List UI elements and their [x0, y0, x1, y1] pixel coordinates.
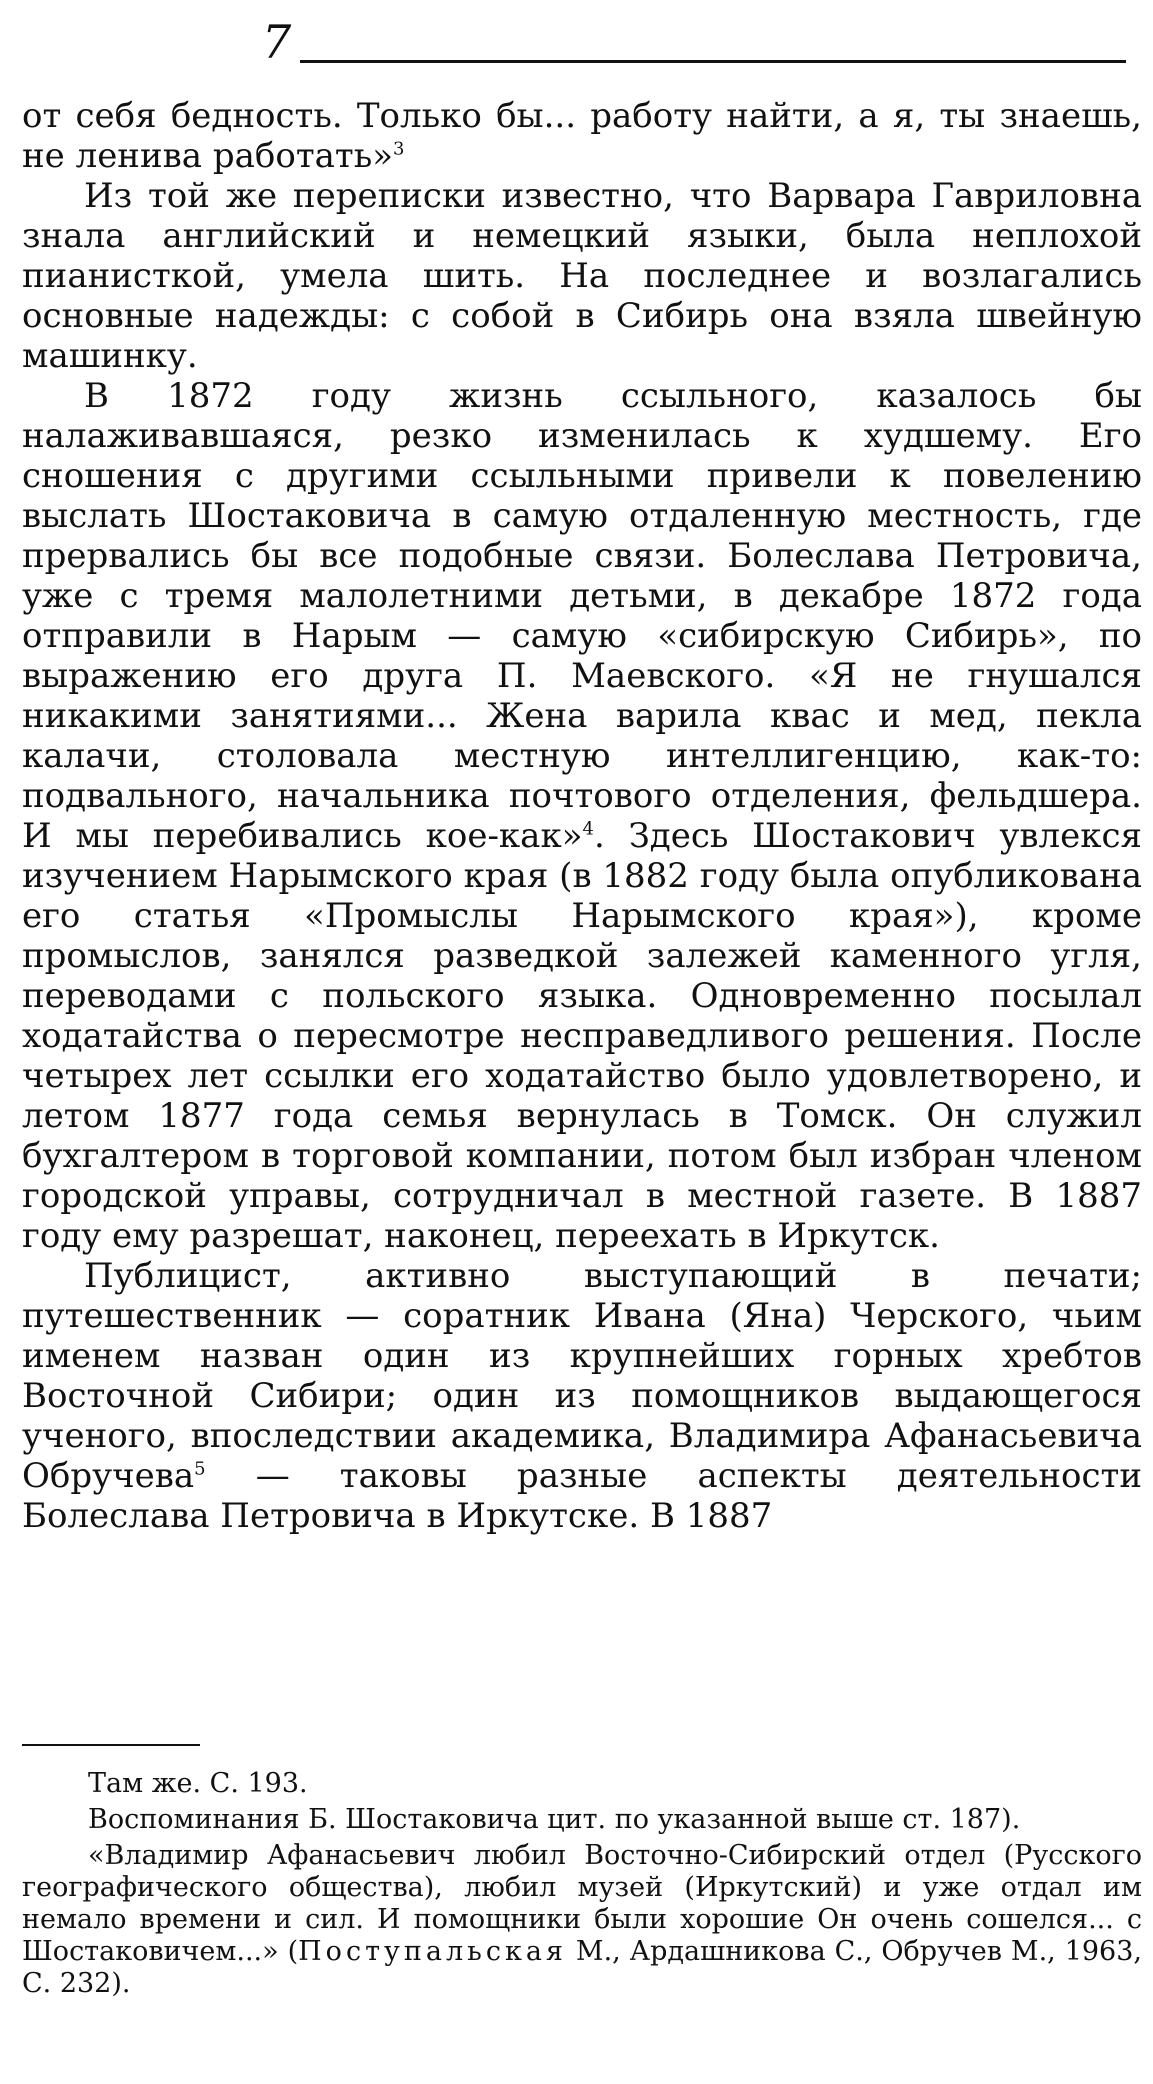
paragraph-4 [22, 1256, 1142, 1536]
footnote-ref-5[interactable]: 5 [194, 1458, 206, 1480]
paragraph-1 [22, 96, 1142, 176]
footnote-3-text: Там же. С. 193. [88, 1768, 308, 1799]
footnote-rule [22, 1744, 200, 1746]
footnote-3 [22, 1768, 1142, 1800]
paragraph-2 [22, 176, 1142, 376]
footnote-5-text: «Владимир Афанасьевич любил Восточно-Сибирский отдел (Русского географического общества), любил музей (Иркутский) и уже отдал им немало времени и сил. И помощники были хорошие Он очень сошелся... с Шостаковичем...» ( [22, 1840, 1142, 1967]
page-header [262, 14, 1126, 70]
paragraph-3 [22, 376, 1142, 1256]
footnotes [22, 1768, 1142, 2004]
footnote-ref-4[interactable]: 4 [582, 818, 594, 840]
footnote-4 [22, 1804, 1142, 1836]
paragraph-3-text-b: . Здесь Шостакович увлекся изучением Нарымского края (в 1882 году была опубликована его статья «Промыслы Нарымского края»), кроме промыслов, занялся разведкой залежей каменного угля, переводами с польского языка. Одновременно посылал ходатайства о пересмотре несправедливого решения. После четырех лет ссылки его ходатайство было удовлетворено, и летом 1877 года семья вернулась в Томск. Он служил бухгалтером в торговой компании, потом был избран членом городской управы, сотрудничал в местной газете. В 1887 году ему разрешат, наконец, переехать в Иркутск. [22, 816, 1142, 1256]
paragraph-1-text: от себя бедность. Только бы... работу найти, а я, ты знаешь, не ленива работать» [22, 96, 1142, 176]
paragraph-4-text-b: — таковы разные аспекты деятельности Болеслава Петровича в Иркутске. В 1887 [22, 1456, 1142, 1536]
footnote-5-author: Поступальская [298, 1936, 567, 1967]
paragraph-2-text: Из той же переписки известно, что Варвара Гавриловна знала английский и немецкий языки, была неплохой пианисткой, умела шить. На последнее и возлагались основные надежды: с собой в Сибирь она взяла швейную машинку. [22, 176, 1142, 376]
paragraph-3-text-a: В 1872 году жизнь ссыльного, казалось бы налаживавшаяся, резко изменилась к худшему. Его сношения с другими ссыльными привели к повелению выслать Шостаковича в самую отдаленную местность, где прервались бы все подобные связи. Болеслава Петровича, уже с тремя малолетними детьми, в декабре 1872 года отправили в Нарым — самую «сибирскую Сибирь», по выражению его друга П. Маевского. «Я не гнушался никакими занятиями... Жена варила квас и мед, пекла калачи, столовала местную интеллигенцию, как-то: подвального, начальника почтового отделения, фельдшера. И мы перебивались кое-как» [22, 376, 1142, 856]
header-rule [300, 60, 1126, 63]
footnote-4-text: Воспоминания Б. Шостаковича цит. по указанной выше ст. 187). [88, 1804, 1021, 1835]
footnote-5 [22, 1840, 1142, 2000]
footnote-ref-3[interactable]: 3 [393, 138, 405, 160]
paragraph-4-text-a: Публицист, активно выступающий в печати; путешественник — соратник Ивана (Яна) Черского, чьим именем назван один из крупнейших горных хребтов Восточной Сибири; один из помощников выдающегося ученого, впоследствии академика, Владимира Афанасьевича Обручева [22, 1256, 1142, 1496]
footnote-5-rest: М., Ардашникова С., Обручев М., 1963, С. 232). [22, 1936, 1142, 1999]
main-text [22, 96, 1142, 1536]
page-number: 7 [262, 15, 292, 69]
